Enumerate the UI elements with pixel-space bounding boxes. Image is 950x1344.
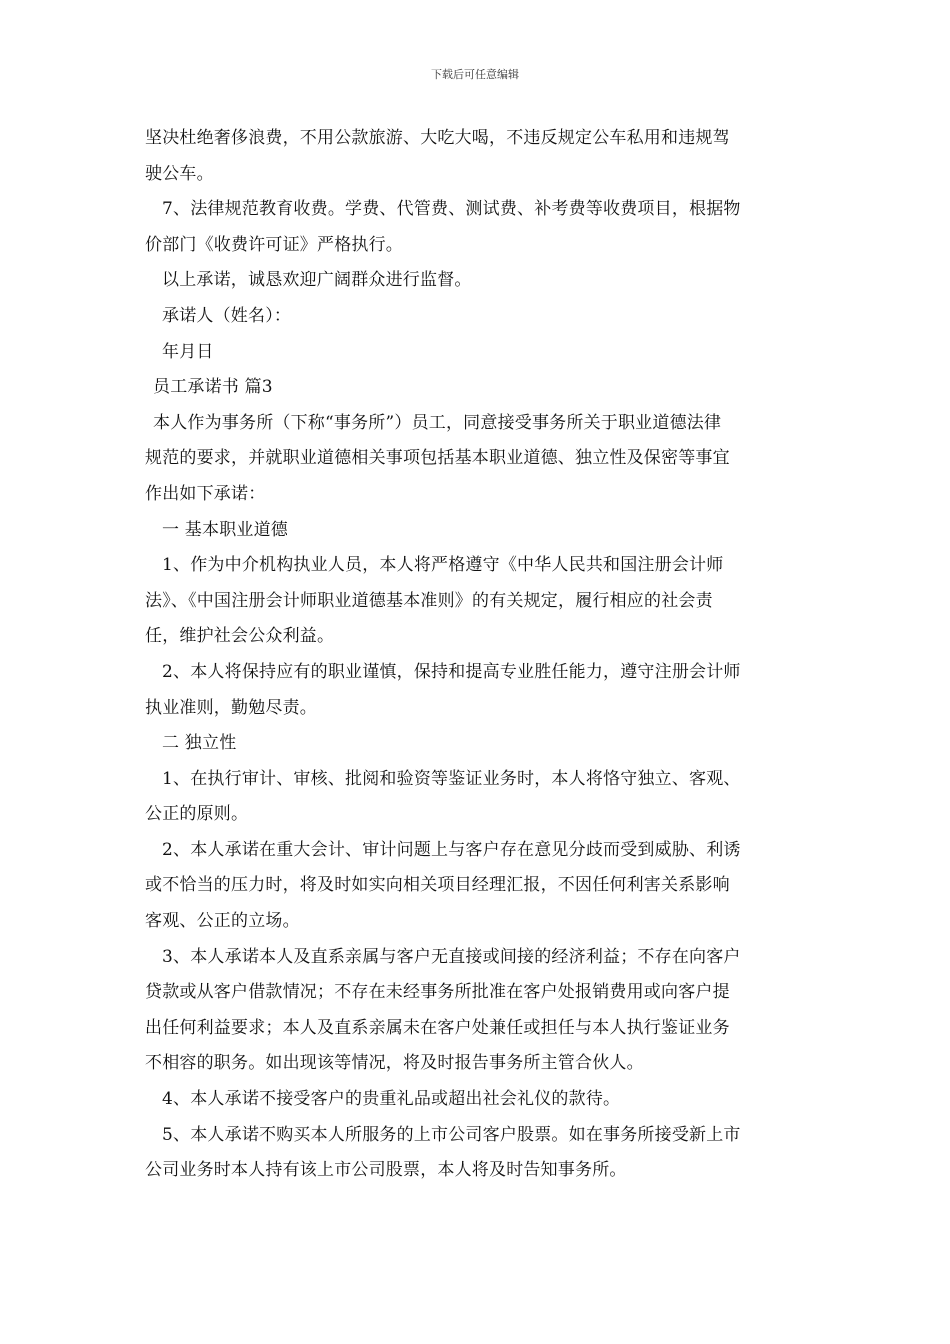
text-line: 任，维护社会公众利益。: [145, 626, 335, 647]
text-line: 法》、《中国注册会计师职业道德基本准则》的有关规定，履行相应的社会责: [145, 590, 713, 611]
text-line: 一 基本职业道德: [162, 519, 289, 540]
text-line: 执业准则，勤勉尽责。: [145, 697, 317, 718]
text-line: 以上承诺，诚恳欢迎广阔群众进行监督。: [162, 270, 472, 291]
text-line: 价部门《收费许可证》严格执行。: [145, 234, 403, 255]
text-line: 出任何利益要求；本人及直系亲属未在客户处兼任或担任与本人执行鉴证业务: [145, 1017, 730, 1038]
text-line: 或不恰当的压力时，将及时如实向相关项目经理汇报，不因任何利害关系影响: [145, 875, 730, 896]
text-line: 员工承诺书 篇3: [153, 377, 273, 398]
text-line: 二 独立性: [162, 733, 237, 754]
text-line: 4、本人承诺不接受客户的贵重礼品或超出社会礼仪的款待。: [162, 1089, 621, 1110]
text-line: 年月日: [162, 341, 214, 362]
page-header: 下载后可任意编辑: [431, 68, 519, 81]
text-line: 本人作为事务所（下称“事务所”）员工，同意接受事务所关于职业道德法律: [153, 412, 722, 433]
text-line: 坚决杜绝奢侈浪费，不用公款旅游、大吃大喝，不违反规定公车私用和违规驾: [145, 128, 730, 148]
text-line: 5、本人承诺不购买本人所服务的上市公司客户股票。如在事务所接受新上市: [162, 1124, 741, 1145]
text-line: 承诺人（姓名）：: [162, 305, 292, 326]
text-line: 驶公车。: [145, 163, 214, 184]
text-line: 2、本人将保持应有的职业谨慎，保持和提高专业胜任能力，遵守注册会计师: [162, 661, 741, 682]
text-line: 公司业务时本人持有该上市公司股票，本人将及时告知事务所。: [145, 1160, 627, 1181]
text-line: 7、法律规范教育收费。学费、代管费、测试费、补考费等收费项目，根据物: [162, 199, 741, 220]
text-line: 2、本人承诺在重大会计、审计问题上与客户存在意见分歧而受到威胁、利诱: [162, 839, 741, 860]
text-line: 作出如下承诺：: [145, 483, 266, 504]
text-line: 不相容的职务。如出现该等情况，将及时报告事务所主管合伙人。: [145, 1053, 644, 1074]
text-line: 公正的原则。: [145, 804, 249, 825]
text-line: 1、在执行审计、审核、批阅和验资等鉴证业务时，本人将恪守独立、客观、: [162, 768, 741, 789]
text-line: 规范的要求，并就职业道德相关事项包括基本职业道德、独立性及保密等事宜: [145, 448, 730, 469]
document-body: [145, 121, 815, 1189]
text-line: 1、作为中介机构执业人员，本人将严格遵守《中华人民共和国注册会计师: [162, 555, 724, 576]
text-line: 客观、公正的立场。: [145, 911, 300, 932]
text-line: 贷款或从客户借款情况；不存在未经事务所批准在客户处报销费用或向客户提: [145, 982, 730, 1003]
text-line: 3、本人承诺本人及直系亲属与客户无直接或间接的经济利益；不存在向客户: [162, 946, 741, 967]
